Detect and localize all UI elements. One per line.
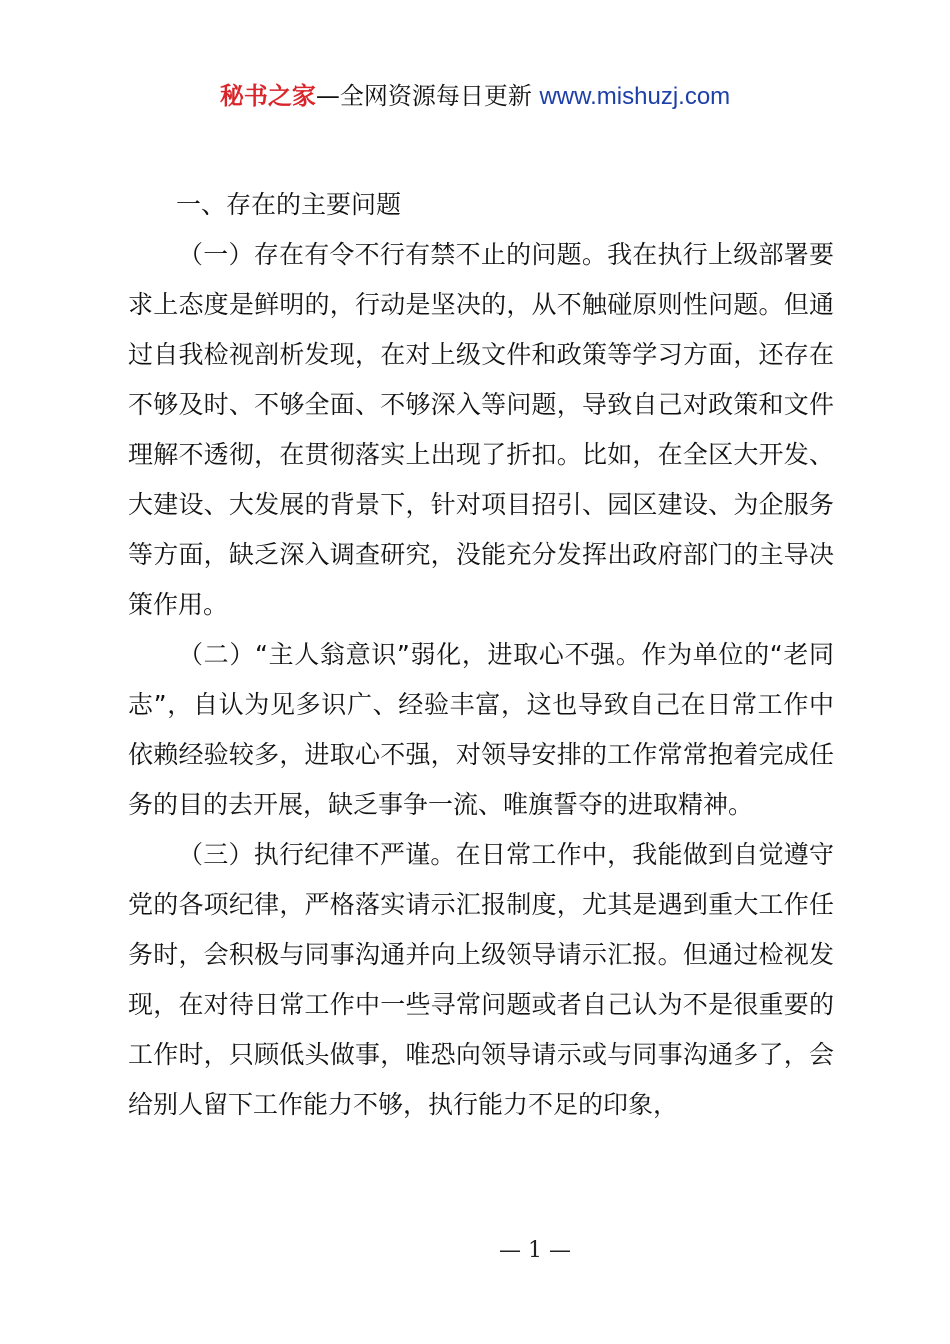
site-header [0, 80, 950, 113]
site-url-link[interactable]: www.mishuzj.com [539, 83, 731, 110]
paragraph-2: （二）“主人翁意识”弱化，进取心不强。作为单位的“老同志”，自认为见多识广、经验丰富，这也导致自己在日常工作中依赖经验较多，进取心不强，对领导安排的工作常常抱着完成任务的目的去开展，缺乏事争一流、唯旗誓夺的进取精神。 [128, 640, 834, 819]
site-brand: 秘书之家 [219, 82, 316, 110]
site-tagline: —全网资源每日更新 [315, 82, 532, 110]
paragraph-1: （一）存在有令不行有禁不止的问题。我在执行上级部署要求上态度是鲜明的，行动是坚决的，从不触碰原则性问题。但通过自我检视剖析发现，在对上级文件和政策等学习方面，还存在不够及时、不够全面、不够深入等问题，导致自己对政策和文件理解不透彻，在贯彻落实上出现了折扣。比如，在全区大开发、大建设、大发展的背景下，针对项目招引、园区建设、为企服务等方面，缺乏深入调查研究，没能充分发挥出政府部门的主导决策作用。 [128, 240, 834, 619]
section-title: 一、存在的主要问题 [176, 190, 402, 219]
paragraph-3: （三）执行纪律不严谨。在日常工作中，我能做到自觉遵守党的各项纪律，严格落实请示汇报制度，尤其是遇到重大工作任务时，会积极与同事沟通并向上级领导请示汇报。但通过检视发现，在对待日常工作中一些寻常问题或者自己认为不是很重要的工作时，只顾低头做事，唯恐向领导请示或与同事沟通多了，会给别人留下工作能力不够，执行能力不足的印象， [128, 840, 834, 1119]
page-number: — 1 — [499, 1238, 571, 1263]
document-body [128, 180, 834, 1130]
